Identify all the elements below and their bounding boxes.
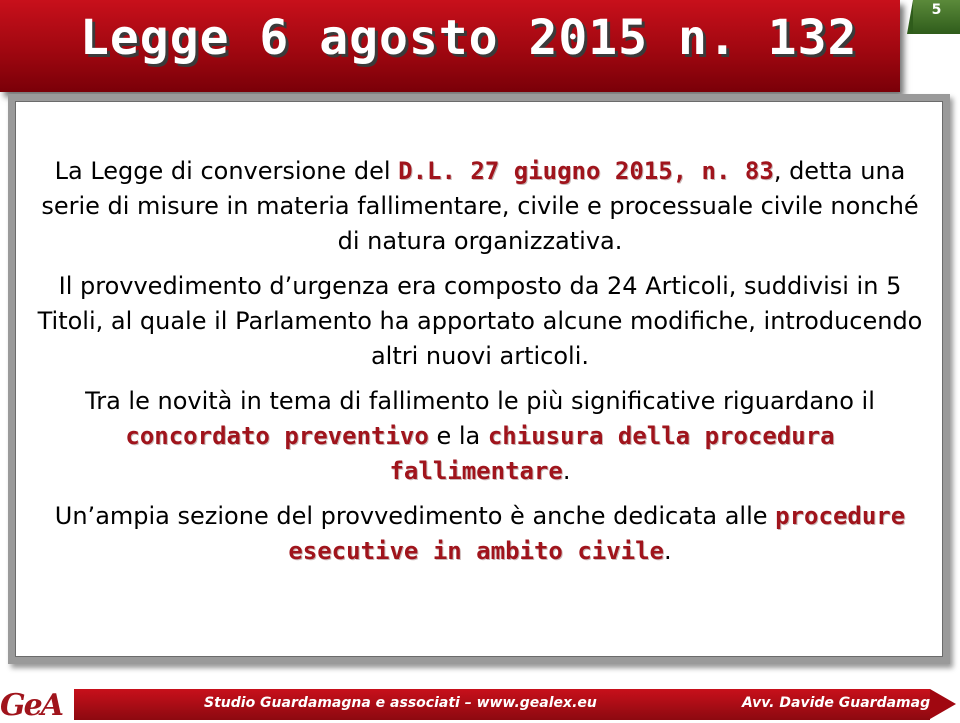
paragraph-3-text-middle: e la <box>428 422 488 450</box>
body-text <box>30 154 930 579</box>
paragraph-2: Il provvedimento d’urgenza era composto da 24 Articoli, suddivisi in 5 Titoli, al quale il Parlamento ha apportato alcune modifiche, introducendo altri nuovi articoli. <box>37 272 923 370</box>
paragraph-4 <box>30 499 930 569</box>
title-banner <box>0 0 900 92</box>
paragraph-3 <box>30 384 930 489</box>
footer-arrow-icon <box>930 689 956 719</box>
highlight-concordato: concordato preventivo <box>125 422 429 450</box>
slide-title: Legge 6 agosto 2015 n. 132 <box>80 10 858 66</box>
gea-logo: GeA <box>0 688 62 723</box>
content-frame <box>8 94 950 664</box>
paragraph-4-text-before: Un’ampia sezione del provvedimento è anche dedicata alle <box>54 502 776 530</box>
page-number: 5 <box>931 2 942 18</box>
footer-studio-text: Studio Guardamagna e associati – www.gealex.eu <box>204 695 597 711</box>
paragraph-1-text-before: La Legge di conversione del <box>54 157 399 185</box>
highlight-procedure-esecutive: procedure esecutive in ambito civile <box>288 502 906 565</box>
footer-author-text: Avv. Davide Guardamagna <box>742 695 950 711</box>
paragraph-4-text-after: . <box>664 537 672 565</box>
paragraph-3-text-after: . <box>562 457 571 485</box>
paragraph-3-text-before: Tra le novità in tema di fallimento le più significative riguardano il <box>85 387 875 415</box>
decree-reference: D.L. 27 giugno 2015, n. 83 <box>398 157 774 185</box>
paragraph-1-text-after: , detta una serie di misure in materia fallimentare, civile e processuale civile nonché di natura organizzativa. <box>41 157 919 255</box>
footer <box>0 688 960 723</box>
paragraph-1 <box>30 154 930 259</box>
highlight-chiusura: chiusura della procedura fallimentare <box>389 422 835 485</box>
footer-bar <box>74 689 950 720</box>
content-box <box>15 101 943 657</box>
page-number-tab <box>913 0 960 34</box>
